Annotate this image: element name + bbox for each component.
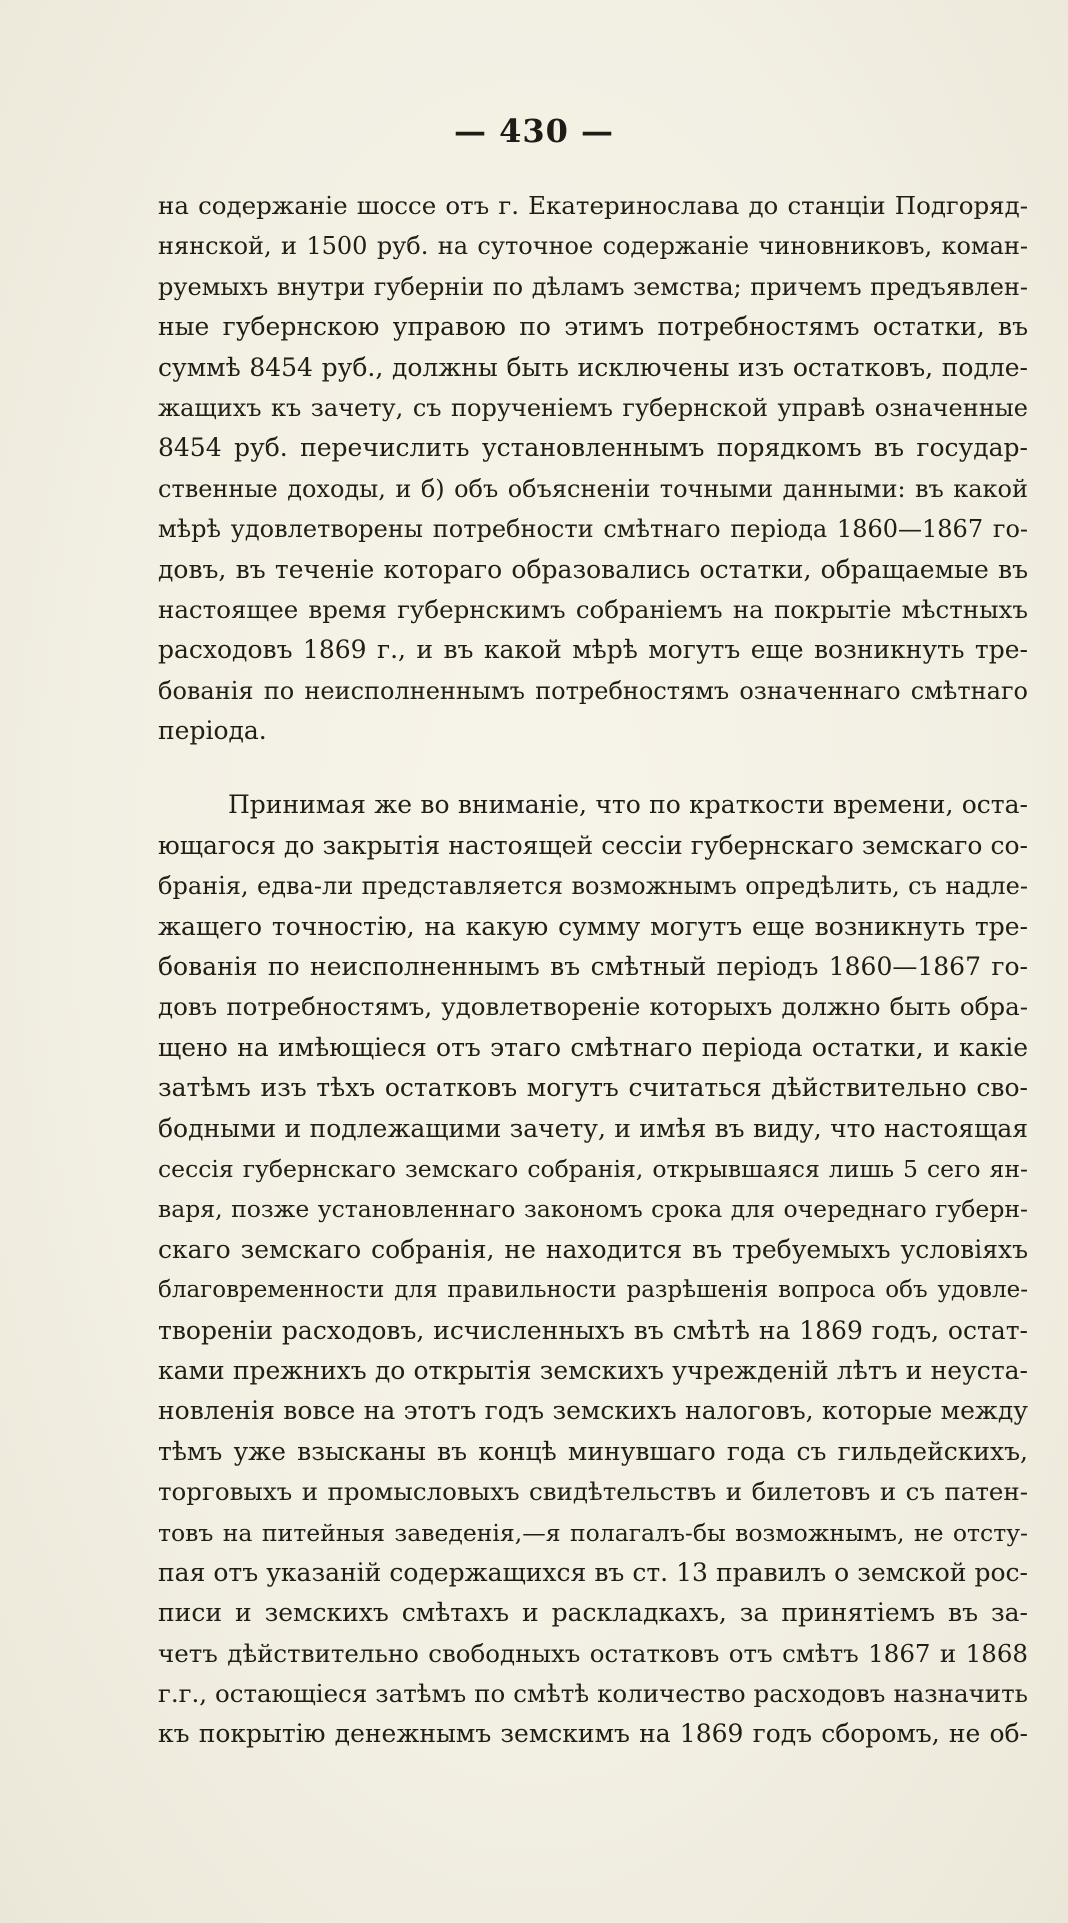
text-line: сессiя губернскаго земскаго собранiя, открывшаяся лишь 5 сего ян- (158, 1154, 1028, 1183)
text-line: довъ потребностямъ, удовлетворенiе которыхъ должно быть обра- (158, 992, 1028, 1022)
text-line: ющагося до закрытiя настоящей сессiи губернскаго земскаго со- (158, 830, 1028, 860)
text-line: жащего точностiю, на какую сумму могутъ еще возникнуть тре- (158, 911, 1028, 941)
text-line: къ покрытiю денежнымъ земскимъ на 1869 годъ сборомъ, не об- (158, 1719, 1028, 1749)
text-line: торговыхъ и промысловыхъ свидѣтельствъ и билетовъ и съ патен- (158, 1477, 1028, 1507)
text-line: бованiя по неисполненнымъ въ смѣтный перiодъ 1860—1867 го- (158, 952, 1028, 982)
text-line: Принимая же во вниманiе, что по краткости времени, оста- (228, 790, 1028, 820)
text-line: ственные доходы, и б) объ объясненiи точными данными: въ какой (158, 474, 1028, 503)
text-line: ками прежнихъ до открытiя земскихъ учрежденiй лѣтъ и неуста- (158, 1355, 1028, 1385)
paragraph-1 (158, 186, 1028, 751)
text-line: писи и земскихъ смѣтахъ и раскладкахъ, за принятiемъ въ за- (158, 1598, 1028, 1628)
text-line: настоящее время губернскимъ собранiемъ на покрытiе мѣстныхъ (158, 594, 1028, 624)
text-line: тѣмъ уже взысканы въ концѣ минувшаго года съ гильдейскихъ, (158, 1436, 1028, 1466)
text-line: жащихъ къ зачету, съ порученiемъ губернской управѣ означенные (158, 393, 1028, 422)
text-line: руемыхъ внутри губернiи по дѣламъ земства; причемъ предъявлен- (158, 272, 1028, 301)
text-line: довъ, въ теченiе котораго образовались остатки, обращаемые въ (158, 554, 1028, 584)
text-line: 8454 руб. перечислить установленнымъ порядкомъ въ государ- (158, 433, 1028, 463)
text-line: перiода. (158, 716, 267, 746)
text-line: творенiи расходовъ, исчисленныхъ въ смѣтѣ на 1869 годъ, остат- (158, 1315, 1028, 1345)
text-line: благовременности для правильности разрѣшенiя вопроса объ удовле- (158, 1277, 1028, 1304)
text-line: варя, позже установленнаго закономъ срока для очереднаго губерн- (158, 1195, 1028, 1224)
text-line: бранiя, едва-ли представляется возможнымъ опредѣлить, съ надле- (158, 872, 1028, 901)
text-line: новленiя вовсе на этотъ годъ земскихъ налоговъ, которые между (158, 1396, 1028, 1426)
paragraph-2 (158, 785, 1028, 1754)
text-line: щено на имѣющiеся отъ этаго смѣтнаго перiода остатки, и какiе (158, 1032, 1028, 1062)
text-line: на содержанiе шоссе отъ г. Екатеринослава до станцiи Подгоряд- (158, 191, 1028, 220)
text-line: затѣмъ изъ тѣхъ остатковъ могутъ считаться дѣйствительно сво- (158, 1073, 1028, 1103)
text-line: ные губернскою управою по этимъ потребностямъ остатки, въ (158, 312, 1028, 342)
text-line: бодными и подлежащими зачету, и имѣя въ виду, что настоящая (158, 1113, 1028, 1143)
text-line: нянской, и 1500 руб. на суточное содержанiе чиновниковъ, коман- (158, 232, 1028, 261)
body-text (158, 186, 1028, 1755)
page-number: — 430 — (453, 112, 615, 150)
text-line: четъ дѣйствительно свободныхъ остатковъ отъ смѣтъ 1867 и 1868 (158, 1638, 1028, 1668)
text-line: бованiя по неисполненнымъ потребностямъ означеннаго смѣтнаго (158, 676, 1028, 705)
paragraph-gap (158, 751, 1028, 785)
text-line: товъ на питейныя заведенiя,—я полагалъ-бы возможнымъ, не отсту- (158, 1518, 1028, 1547)
text-line: расходовъ 1869 г., и въ какой мѣрѣ могутъ еще возникнуть тре- (158, 635, 1028, 665)
text-line: мѣрѣ удовлетворены потребности смѣтнаго перiода 1860—1867 го- (158, 515, 1028, 544)
text-line: пая отъ указанiй содержащихся въ ст. 13 правилъ о земской рос- (158, 1557, 1028, 1587)
text-line: суммѣ 8454 руб., должны быть исключены изъ остатковъ, подле- (158, 352, 1028, 382)
text-line: г.г., остающiеся затѣмъ по смѣтѣ количество расходовъ назначить (158, 1679, 1028, 1709)
text-line: скаго земскаго собранiя, не находится въ требуемыхъ условiяхъ (158, 1234, 1028, 1264)
